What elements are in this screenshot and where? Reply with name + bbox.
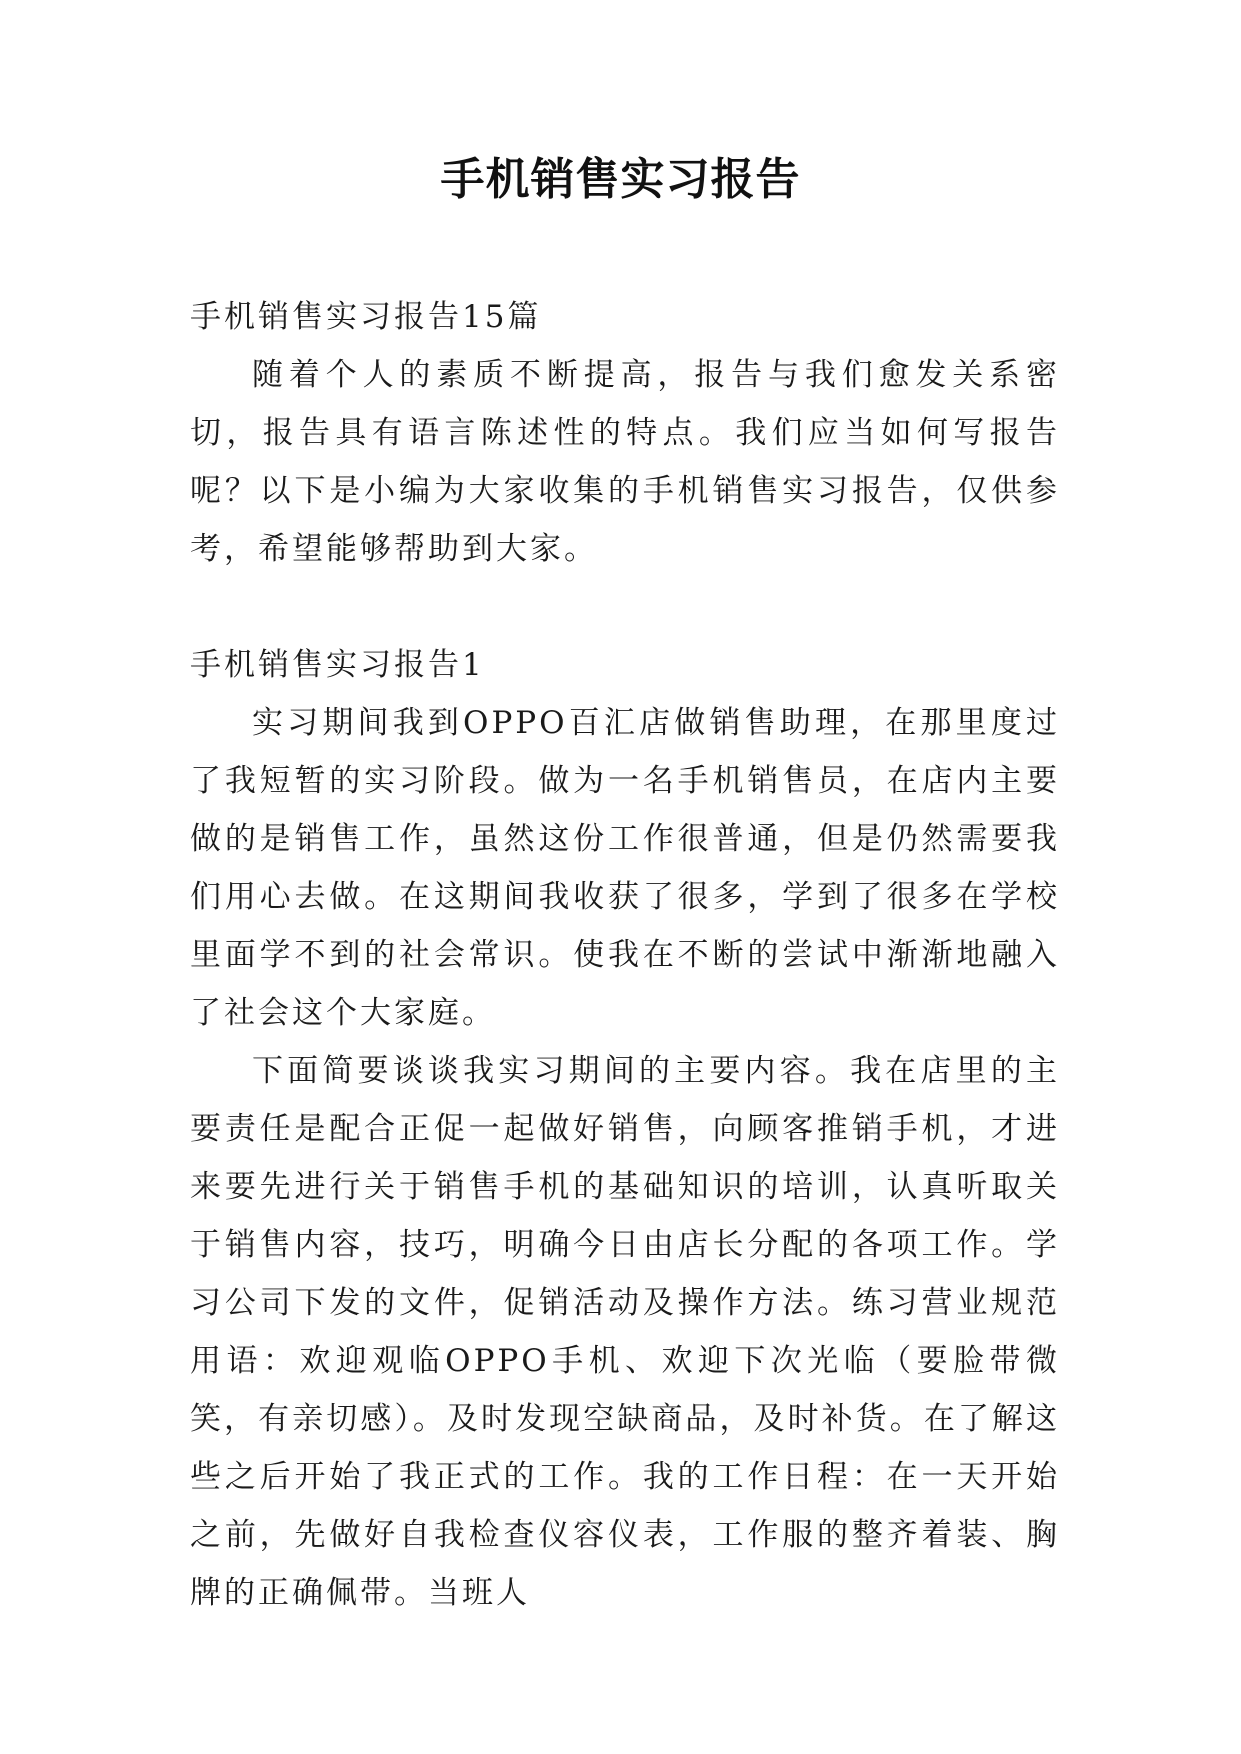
document-title: 手机销售实习报告 <box>440 154 801 205</box>
document-body <box>190 288 1060 1622</box>
body-paragraph: 下面简要谈谈我实习期间的主要内容。我在店里的主要责任是配合正促一起做好销售，向顾客推销手机，才进来要先进行关于销售手机的基础知识的培训，认真听取关于销售内容，技巧，明确今日由店长分配的各项工作。学习公司下发的文件，促销活动及操作方法。练习营业规范用语：欢迎观临OPPO手机、欢迎下次光临（要脸带微笑，有亲切感）。及时发现空缺商品，及时补货。在了解这些之后开始了我正式的工作。我的工作日程：在一天开始之前，先做好自我检查仪容仪表，工作服的整齐着装、胸牌的正确佩带。当班人 <box>190 1053 1060 1611</box>
document-subtitle: 手机销售实习报告15篇 <box>190 299 542 335</box>
body-paragraph: 实习期间我到OPPO百汇店做销售助理，在那里度过了我短暂的实习阶段。做为一名手机销售员，在店内主要做的是销售工作，虽然这份工作很普通，但是仍然需要我们用心去做。在这期间我收获了很多，学到了很多在学校里面学不到的社会常识。使我在不断的尝试中渐渐地融入了社会这个大家庭。 <box>190 705 1060 1031</box>
intro-paragraph: 随着个人的素质不断提高，报告与我们愈发关系密切，报告具有语言陈述性的特点。我们应当如何写报告呢？以下是小编为大家收集的手机销售实习报告，仅供参考，希望能够帮助到大家。 <box>190 357 1060 567</box>
section-spacer <box>190 578 1060 636</box>
section-heading: 手机销售实习报告1 <box>190 647 485 683</box>
